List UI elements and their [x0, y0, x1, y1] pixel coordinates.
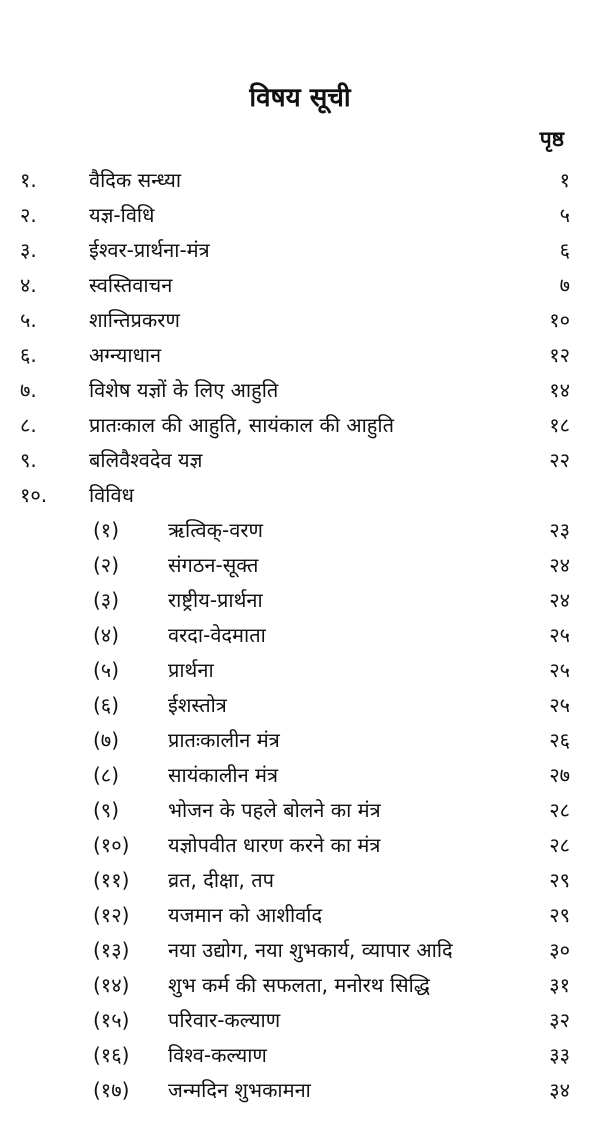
- subentry-number: (६): [93, 693, 120, 717]
- toc-subentry: [0, 863, 600, 898]
- subentry-number: (५): [93, 658, 120, 682]
- entry-title: विशेष यज्ञों के लिए आहुति: [89, 378, 279, 402]
- subentry-page: २६: [549, 728, 570, 752]
- subentry-number: (१): [93, 518, 120, 542]
- subentry-title: प्रार्थना: [168, 658, 214, 682]
- subentry-number: (१०): [93, 833, 130, 857]
- toc-subentry: [0, 653, 600, 688]
- table-of-contents: [0, 163, 600, 1108]
- subentry-page: २९: [549, 868, 570, 892]
- subentry-number: (११): [93, 868, 130, 892]
- entry-number: ४.: [20, 273, 37, 297]
- subentry-title: प्रातःकालीन मंत्र: [168, 728, 280, 752]
- subentry-title: विश्व-कल्याण: [168, 1043, 267, 1067]
- subentry-page: ३०: [549, 938, 570, 962]
- subentry-title: संगठन-सूक्त: [168, 553, 259, 577]
- toc-subentry: [0, 758, 600, 793]
- entry-number: ७.: [20, 378, 37, 402]
- entry-title: वैदिक सन्ध्या: [89, 168, 181, 192]
- toc-entry: [0, 303, 600, 338]
- entry-title: स्वस्तिवाचन: [89, 273, 173, 297]
- entry-number: ३.: [20, 238, 37, 262]
- subentry-number: (१३): [93, 938, 130, 962]
- subentry-number: (१२): [93, 903, 130, 927]
- entry-page: १४: [549, 378, 570, 402]
- page-title: विषय सूची: [249, 83, 351, 113]
- toc-entry: [0, 163, 600, 198]
- subentry-page: ३२: [549, 1008, 570, 1032]
- subentry-page: २४: [549, 588, 570, 612]
- subentry-title: वरदा-वेदमाता: [168, 623, 266, 647]
- subentry-page: ३१: [549, 973, 570, 997]
- entry-title: प्रातःकाल की आहुति, सायंकाल की आहुति: [89, 413, 395, 437]
- toc-entry: [0, 443, 600, 478]
- entry-number: ५.: [20, 308, 37, 332]
- entry-page: १: [559, 168, 570, 192]
- subentry-page: २५: [549, 693, 570, 717]
- toc-entry: [0, 478, 600, 513]
- subentry-page: ३४: [549, 1078, 570, 1102]
- subentry-page: २८: [549, 798, 570, 822]
- entry-title: बलिवैश्वदेव यज्ञ: [89, 448, 203, 472]
- entry-title: ईश्वर-प्रार्थना-मंत्र: [89, 238, 210, 262]
- subentry-number: (२): [93, 553, 120, 577]
- subentry-number: (४): [93, 623, 120, 647]
- subentry-title: परिवार-कल्याण: [168, 1008, 281, 1032]
- toc-subentry: [0, 1073, 600, 1108]
- entry-page: १२: [549, 343, 570, 367]
- toc-subentry: [0, 548, 600, 583]
- subentry-title: जन्मदिन शुभकामना: [168, 1078, 311, 1102]
- subentry-page: २७: [549, 763, 570, 787]
- subentry-title: ईशस्तोत्र: [168, 693, 227, 717]
- toc-entry: [0, 233, 600, 268]
- subentry-title: यज्ञोपवीत धारण करने का मंत्र: [168, 833, 381, 857]
- toc-entry: [0, 408, 600, 443]
- toc-subentry: [0, 898, 600, 933]
- toc-subentry: [0, 583, 600, 618]
- toc-subentry: [0, 933, 600, 968]
- subentry-page: २५: [549, 658, 570, 682]
- subentry-page: २९: [549, 903, 570, 927]
- entry-title: यज्ञ-विधि: [89, 203, 155, 227]
- page-column-header: पृष्ठ: [539, 127, 564, 151]
- toc-entry: [0, 338, 600, 373]
- subentry-number: (३): [93, 588, 120, 612]
- entry-page: ६: [559, 238, 570, 262]
- subentry-title: राष्ट्रीय-प्रार्थना: [168, 588, 263, 612]
- entry-page: ५: [559, 203, 570, 227]
- toc-subentry: [0, 688, 600, 723]
- toc-entry: [0, 268, 600, 303]
- entry-title: शान्तिप्रकरण: [89, 308, 180, 332]
- subentry-number: (१४): [93, 973, 130, 997]
- entry-number: ६.: [20, 343, 37, 367]
- subentry-page: २५: [549, 623, 570, 647]
- subentry-title: शुभ कर्म की सफलता, मनोरथ सिद्धि: [168, 973, 430, 997]
- toc-subentry: [0, 968, 600, 1003]
- entry-page: १८: [549, 413, 570, 437]
- subentry-title: सायंकालीन मंत्र: [168, 763, 279, 787]
- subentry-number: (१५): [93, 1008, 130, 1032]
- subentry-title: नया उद्योग, नया शुभकार्य, व्यापार आदि: [168, 938, 453, 962]
- entry-title: विविध: [89, 483, 134, 507]
- subentry-number: (८): [93, 763, 120, 787]
- toc-subentry: [0, 723, 600, 758]
- toc-subentry: [0, 1038, 600, 1073]
- entry-title: अग्न्याधान: [89, 343, 162, 367]
- entry-number: १.: [20, 168, 37, 192]
- subentry-page: २४: [549, 553, 570, 577]
- toc-subentry: [0, 1003, 600, 1038]
- subentry-number: (७): [93, 728, 120, 752]
- subentry-page: ३३: [549, 1043, 570, 1067]
- subentry-title: यजमान को आशीर्वाद: [168, 903, 323, 927]
- toc-subentry: [0, 828, 600, 863]
- subentry-number: (९): [93, 798, 120, 822]
- subentry-title: व्रत, दीक्षा, तप: [168, 868, 275, 892]
- entry-number: ८.: [20, 413, 37, 437]
- entry-page: ७: [559, 273, 570, 297]
- subentry-title: ऋत्विक्-वरण: [168, 518, 263, 542]
- entry-number: ९.: [20, 448, 37, 472]
- toc-entry: [0, 373, 600, 408]
- entry-page: २२: [549, 448, 570, 472]
- toc-entry: [0, 198, 600, 233]
- subentry-title: भोजन के पहले बोलने का मंत्र: [168, 798, 381, 822]
- entry-page: १०: [549, 308, 570, 332]
- toc-subentry: [0, 793, 600, 828]
- toc-subentry: [0, 513, 600, 548]
- toc-subentry: [0, 618, 600, 653]
- subentry-number: (१७): [93, 1078, 130, 1102]
- entry-number: २.: [20, 203, 37, 227]
- subentry-page: २३: [549, 518, 570, 542]
- subentry-number: (१६): [93, 1043, 130, 1067]
- subentry-page: २८: [549, 833, 570, 857]
- entry-number: १०.: [20, 483, 48, 507]
